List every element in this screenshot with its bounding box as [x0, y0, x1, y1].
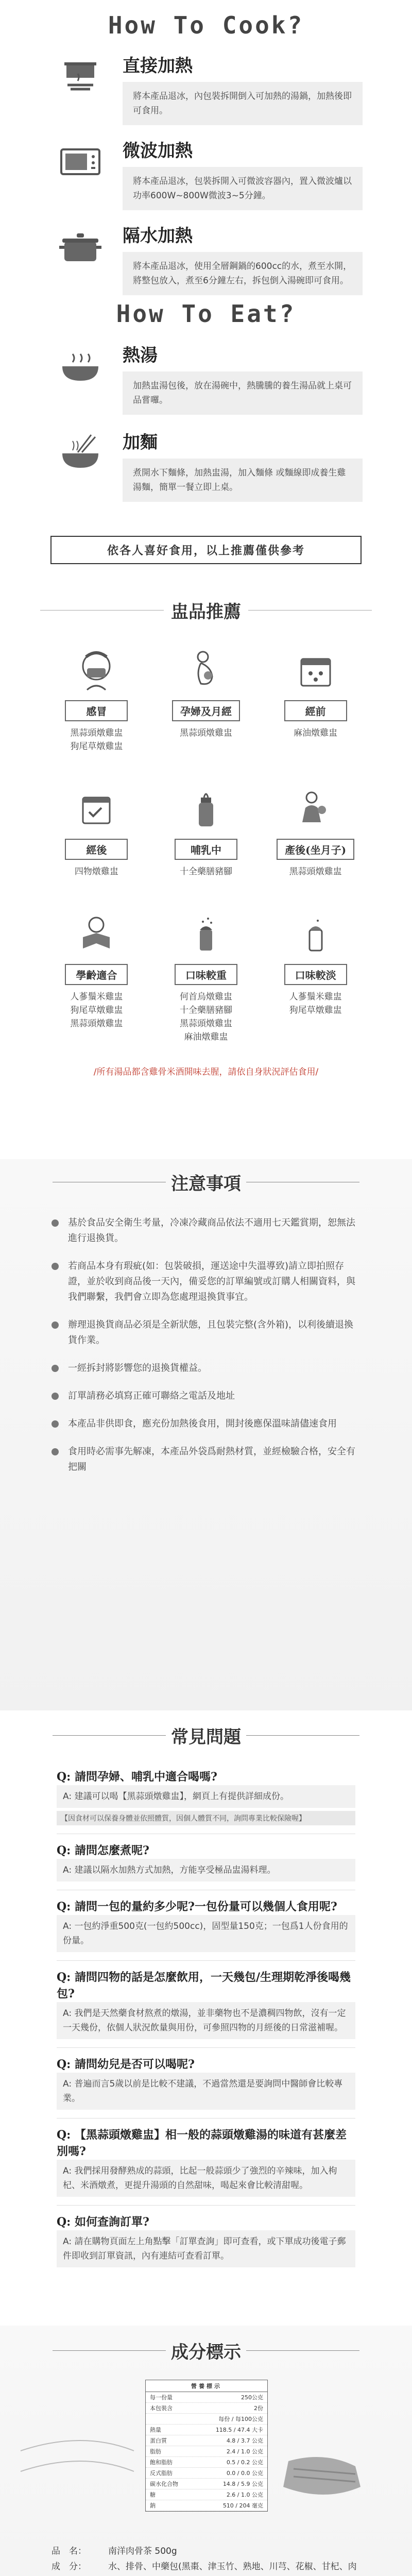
method-text: 將本產品退冰，包裝拆開入可微波容器內，置入微波爐以功率600W~800W微波3~5分鐘。: [123, 167, 363, 210]
recommend-tag: 產後(坐月子): [277, 839, 354, 860]
noodle-bowl-icon: [56, 428, 105, 478]
recommend-tag: 孕婦及月經: [172, 700, 240, 721]
recommend-light-flavor: [265, 907, 366, 1044]
product-info: [0, 2544, 412, 2576]
faq-title: 常見問題: [171, 1727, 241, 1748]
mother-baby-icon: [265, 782, 366, 839]
recommend-tag: 學齡適合: [65, 964, 128, 985]
notice-title: 注意事項: [171, 1174, 241, 1194]
bullet-icon: [52, 1448, 59, 1455]
recommend-tag: 口味較淡: [284, 964, 347, 985]
nutrition-header: [0, 2338, 412, 2363]
faq-item: Q: 如何查詢訂單? A: 請在購物頁面左上角點擊「訂單查詢」即可查看，或下單成功後電子郵件即收到訂單資訊，內有連結可查看訂單。: [57, 2214, 355, 2267]
bullet-icon: [52, 1393, 59, 1400]
mask-face-icon: [46, 643, 147, 700]
method-microwave: [0, 137, 412, 210]
faq-list: [0, 1769, 412, 2267]
notice-item: 一經拆封將影響您的退換貨權益。: [52, 1361, 360, 1376]
bullet-icon: [52, 1321, 59, 1329]
recommend-items: 黑蒜頭燉雞盅: [179, 728, 232, 738]
method-text: 加熱盅湯包後，放在湯碗中，熱騰騰的養生湯品就上桌可品嘗囉。: [123, 371, 363, 415]
recommend-cold: [46, 643, 147, 753]
salt-shaker-icon: [156, 907, 256, 964]
notice-item: 訂單請務必填寫正確可聯絡之電話及地址: [52, 1388, 360, 1404]
method-title: 直接加熱: [123, 56, 193, 76]
recommend-items: 十全藥膳豬腳: [179, 867, 232, 877]
recommend-items: 何首烏燉雞盅 十全藥膳豬腳 黑蒜頭燉雞盅 麻油燉雞盅: [179, 992, 232, 1042]
nutrition-table-title: 營養標示: [146, 2380, 267, 2392]
recommend-items: 黑蒜頭燉雞盅: [289, 867, 342, 877]
method-text: 將本產品退冰，使用全層鋼鍋的600cc的水，煮至水開，將整包放入，煮至6分鐘左右，拆包倒入湯碗即可食用。: [123, 252, 363, 295]
recommend-items: 四物燉雞盅: [74, 867, 118, 877]
recommend-school-age: [46, 907, 147, 1044]
method-water-bath: [0, 222, 412, 295]
method-title: 加麵: [123, 432, 158, 453]
recommend-tag: 經後: [65, 839, 128, 860]
faq-item: Q: 請問怎麼煮呢? A: 建議以隔水加熱方式加熱，方能享受極品盅湯料理。: [57, 1842, 355, 1882]
calendar-check-icon: [46, 782, 147, 839]
recommend-pregnant: [156, 643, 256, 753]
method-title: 熱湯: [123, 345, 158, 366]
method-text: 煮開水下麵條，加熱盅湯，加入麵條 或麵線即成養生雞湯麵，簡單一餐立即上桌。: [123, 459, 363, 502]
faq-item: Q: 請問幼兒是否可以喝呢? A: 普遍而言5歲以前是比較不建議，不過當然還是要詢問中醫師會比較專業。: [57, 2056, 355, 2110]
nutrition-visual: [0, 2374, 412, 2528]
preference-banner: 依各人喜好食用，以上推薦僅供參考: [50, 536, 362, 564]
method-noodles: [0, 428, 412, 502]
salt-shaker-light-icon: [265, 907, 366, 964]
notice-item: 若商品本身有瑕疵(如：包裝破損，運送途中失溫導致)請立即拍照存證，並於收到商品後一天內，備妥您的訂單編號或訂購人相關資料，與我們聯繫，我們會立即為您處理退換貨事宜。: [52, 1259, 360, 1305]
faq-header: [0, 1723, 412, 1748]
child-reading-icon: [46, 907, 147, 964]
faq-item: Q: 請問孕婦、哺乳中適合喝嗎? A: 建議可以喝【黑蒜頭燉雞盅】，網頁上有提供詳細成份。 【因食材可以保養身體並依照體質，因個人體質不同，詢問專業比較保險喔】: [57, 1769, 355, 1825]
how-to-cook-title: How To Cook?: [108, 11, 304, 39]
method-title: 隔水加熱: [123, 226, 193, 246]
recommend-premenstrual: [265, 643, 366, 753]
recommend-tag: 經前: [284, 700, 347, 721]
bowl-steam-icon: [56, 341, 105, 391]
notice-item: 基於食品安全衛生考量，冷凍冷藏商品依法不適用七天鑑賞期，恕無法進行退換貨。: [52, 1215, 360, 1246]
recommend-row-3: [0, 907, 412, 1044]
baby-bottle-icon: [156, 782, 256, 839]
recommend-title: 盅品推薦: [171, 602, 241, 622]
notice-list: [0, 1215, 412, 1475]
pregnant-woman-icon: [156, 643, 256, 700]
recommend-row-2: [0, 782, 412, 878]
recommend-header: [0, 598, 412, 623]
method-text: 將本產品退冰，內包裝拆開倒入可加熱的湯鍋，加熱後即可食用。: [123, 82, 363, 125]
nutrition-table: 營養標示 每一份量 250公克 本包裝含 2份 每份 / 每100公克 熱量 118.5 / 47.4 大卡 蛋白質 4.8 / 3.7 公克 脂肪 2.4 / 1.0 公克 飽和脂肪 0.5 / 0.2 公克 反式脂肪 0.0 / 0.0 公克 碳水化合物 14.8 / 5.9 公克 糖 2.6 / 1.0 公克 鈉 510 / 204 毫克: [145, 2380, 268, 2512]
method-direct-heat: [0, 52, 412, 125]
method-title: 微波加熱: [123, 141, 193, 161]
recommend-tag: 口味較重: [175, 964, 237, 985]
info-row: 品 名： 南洋肉骨茶 500g: [52, 2546, 177, 2556]
how-to-eat-title: How To Eat?: [116, 300, 296, 328]
bullet-icon: [52, 1263, 59, 1270]
nutrition-title: 成分標示: [171, 2342, 241, 2363]
notice-item: 本產品非供即食，應充份加熱後食用，開封後應保溫味請儘速食用: [52, 1416, 360, 1432]
recommend-items: 人蔘鬚米雞盅 狗尾草燉雞盅: [289, 992, 342, 1015]
bullet-icon: [52, 1365, 59, 1372]
recommend-items: 黑蒜頭燉雞盅 狗尾草燉雞盅: [70, 728, 123, 752]
faq-item: Q: 請問一包的量約多少呢?一包份量可以幾個人食用呢? A: 一包約淨重500克(一包約500cc)，固型量150克；一包爲1人份食用的份量。: [57, 1899, 355, 1952]
notice-item: 辦理退換貨商品必須是全新狀態，且包裝完整(含外箱)，以利後續退換貨作業。: [52, 1317, 360, 1348]
notice-header: [0, 1170, 412, 1195]
microwave-icon: [56, 137, 105, 186]
faq-item: Q: 【黑蒜頭燉雞盅】相一般的蒜頭燉雞湯的味道有甚麼差別嗎? A: 我們採用發酵熟成的蒜頭，比起一般蒜頭少了強烈的辛辣味，加入枸杞、米酒燉煮，更提升湯頭的自然甜味，喝起來會比較清甜喔。: [57, 2127, 355, 2197]
recommend-items: 麻油燉雞盅: [294, 728, 338, 738]
bullet-icon: [52, 1219, 59, 1227]
recommend-tag: 哺乳中: [175, 839, 237, 860]
pot-heat-icon: [56, 52, 105, 101]
recommend-postpartum: [265, 782, 366, 878]
recommend-row-1: [0, 643, 412, 753]
recommend-items: 人蔘鬚米雞盅 狗尾草燉雞盅 黑蒜頭燉雞盅: [70, 992, 123, 1029]
faq-item: Q: 請問四物的話是怎麼飲用，一天幾包/生理期乾淨後喝幾包? A: 我們是天然藥食材熬煮的燉湯，並非藥物也不是濃稠四物飲，沒有一定一天幾份，依個人狀況飲量與用份，可參照四物的月經後的日常滋補喔。: [57, 1969, 355, 2039]
notice-item: 食用時必需事先解凍，本產品外袋爲耐熱材質，並經檢驗合格，安全有把關: [52, 1444, 360, 1475]
recommend-tag: 感冒: [65, 700, 128, 721]
recommend-breastfeeding: [156, 782, 256, 878]
calendar-icon: [265, 643, 366, 700]
recommend-strong-flavor: [156, 907, 256, 1044]
info-row: 成 分： 水、排骨、中藥包(黑棗、津玉竹、熟地、川芎、花椒、甘杞、肉: [52, 2562, 357, 2572]
method-hot-soup: [0, 341, 412, 415]
steam-pot-icon: [56, 222, 105, 271]
bullet-icon: [52, 1420, 59, 1428]
broth-note: /所有湯品都含雞骨米酒開味去腥，請依自身狀況評估食用/: [93, 1067, 319, 1077]
recommend-postmenstrual: [46, 782, 147, 878]
